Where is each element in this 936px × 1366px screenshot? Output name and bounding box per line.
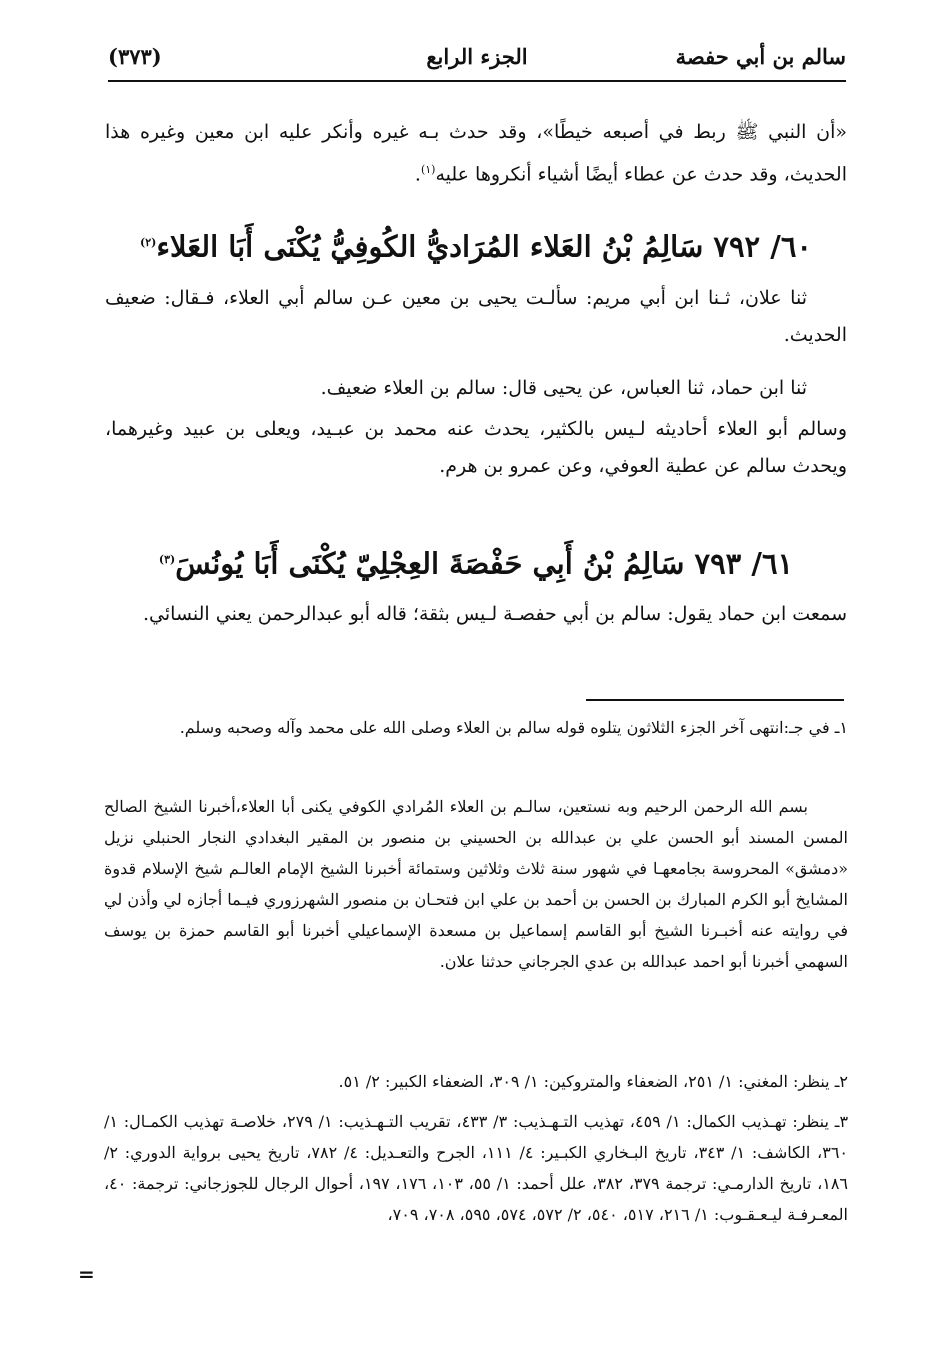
- entry-title-792-text: ٦٠/ ٧٩٢ سَالِمُ بْنُ العَلاء المُرَاديُّ الكُوفِيُّ يُكْنَى أَبَا العَلاء: [156, 229, 812, 264]
- header-volume: الجزء الرابع: [426, 44, 528, 69]
- entry-792-paragraph-1: ثنا علان، ثـنا ابن أبي مريم: سألـت يحيى بن معين عـن سالم أبي العلاء، فـقال: ضعيف الحديث.: [105, 287, 847, 346]
- entry-title-793: [105, 537, 847, 587]
- entry-title-793-text: ٦١/ ٧٩٣ سَالِمُ بْنُ أَبِي حَفْصَةَ العِجْلِيّ يُكْنَى أَبَا يُونُسَ: [175, 546, 794, 581]
- entry-793-paragraph: سمعت ابن حماد يقول: سالم بن أبي حفصـة لـيس بثقة؛ قاله أبو عبدالرحمن يعني النسائي.: [142, 603, 847, 625]
- footnote-1: ١ـ في جـ:انتهى آخر الجزء الثلاثون يتلوه قوله سالم بن العلاء وصلى الله على محمد وآله وصحبه وسلم.: [179, 718, 848, 737]
- opening-paragraph-text: «أن النبي ﷺ ربط في أصبعه خيطًا»، وقد حدث بـه غيره وأنكر عليه ابن معين وغيره هذا الحديث، وقد حدث عن عطاء أيضًا أشياء أنكروها عليه: [105, 121, 847, 186]
- continuation-mark: =: [78, 1262, 95, 1286]
- header-section-title: سالم بن أبي حفصة: [675, 44, 846, 69]
- footnote-1-continued: بسم الله الرحمن الرحيم وبه نستعين، سالـم بن العلاء المُرادي الكوفي يكنى أبا العلاء،أخبرنا الشيخ الصالح المسن المسند أبو الحسن علي بن عبدالله بن الحسيني بن منصور بن المقير البغدادي النجار الحنبلي نزيل «دمشق» المحروسة بجامعهـا في شهور سنة ثلاث وثلاثين وستمائة أخبرنا الشيخ الإمام العالـم شيخ الإسلام قدوة المشايخ أبو الكرم المبارك بن الحسن بن أحمد بن علي ابن فتحـان بن منصور الشهرزوري فيـما أجازه لي وأذن لي في روايته عنه أخبـرنا الشيخ أبو القاسم إسماعيل بن مسعدة الإسماعيلي أخبرنا أبو القاسم حمزة بن يوسف السهمي أخبرنا أبو احمد عبدالله بن عدي الجرجاني حدثنا علان.: [104, 797, 848, 971]
- entry-792-paragraph-2: ثنا ابن حماد، ثنا العباس، عن يحيى قال: سالم بن العلاء ضعيف.: [320, 377, 807, 399]
- footnote-ref-1: (١): [420, 163, 436, 176]
- footnote-2: ٢ـ ينظر: المغني: ١/ ٢٥١، الضعفاء والمتروكين: ١/ ٣٠٩، الضعفاء الكبير: ٢/ ٥١.: [338, 1072, 848, 1091]
- footnote-divider: [586, 699, 844, 701]
- page-header: [108, 42, 846, 82]
- footnote-ref-3: (٣): [158, 553, 176, 566]
- footnote-ref-2: (٢): [139, 236, 157, 249]
- opening-paragraph: [105, 114, 847, 193]
- header-divider: [108, 80, 846, 82]
- entry-title-792: [105, 220, 847, 270]
- opening-paragraph-end: .: [414, 163, 421, 186]
- entry-792-paragraph-3: وسالم أبو العلاء أحاديثه لـيس بالكثير، يحدث عنه محمد بن عبـيد، ويعلى بن عبيد وغيرهما، ويحدث سالم عن عطية العوفي، وعن عمرو بن هرم.: [105, 418, 847, 477]
- header-page-number: (٣٧٣): [108, 44, 162, 69]
- footnote-3: ٣ـ ينظر: تهـذيب الكمال: ١/ ٤٥٩، تهذيب التـهـذيب: ٣/ ٤٣٣، تقريب التـهـذيب: ١/ ٢٧٩، خلاصـة تهذيب الكمـال: ١/ ٣٦٠، الكاشف: ١/ ٣٤٣، تاريخ البـخاري الكبـير: ٤/ ١١١، الجرح والتعـديل: ٤/ ٧٨٢، تاريخ يحيى برواية الدوري: ٢/ ١٨٦، تاريخ الدارمـي: ترجمة ٣٧٩، ٣٨٢، علل أحمد: ١/ ٥٥، ١٠٣، ١٧٦، ١٩٧، أحوال الرجال للجوزجاني: ترجمة: ٤٠، المعـرفـة ليـعـقـوب: ١/ ٢١٦، ٥١٧، ٥٤٠، ٢/ ٥٧٢، ٥٧٤، ٥٩٥، ٧٠٨، ٧٠٩،: [104, 1112, 849, 1224]
